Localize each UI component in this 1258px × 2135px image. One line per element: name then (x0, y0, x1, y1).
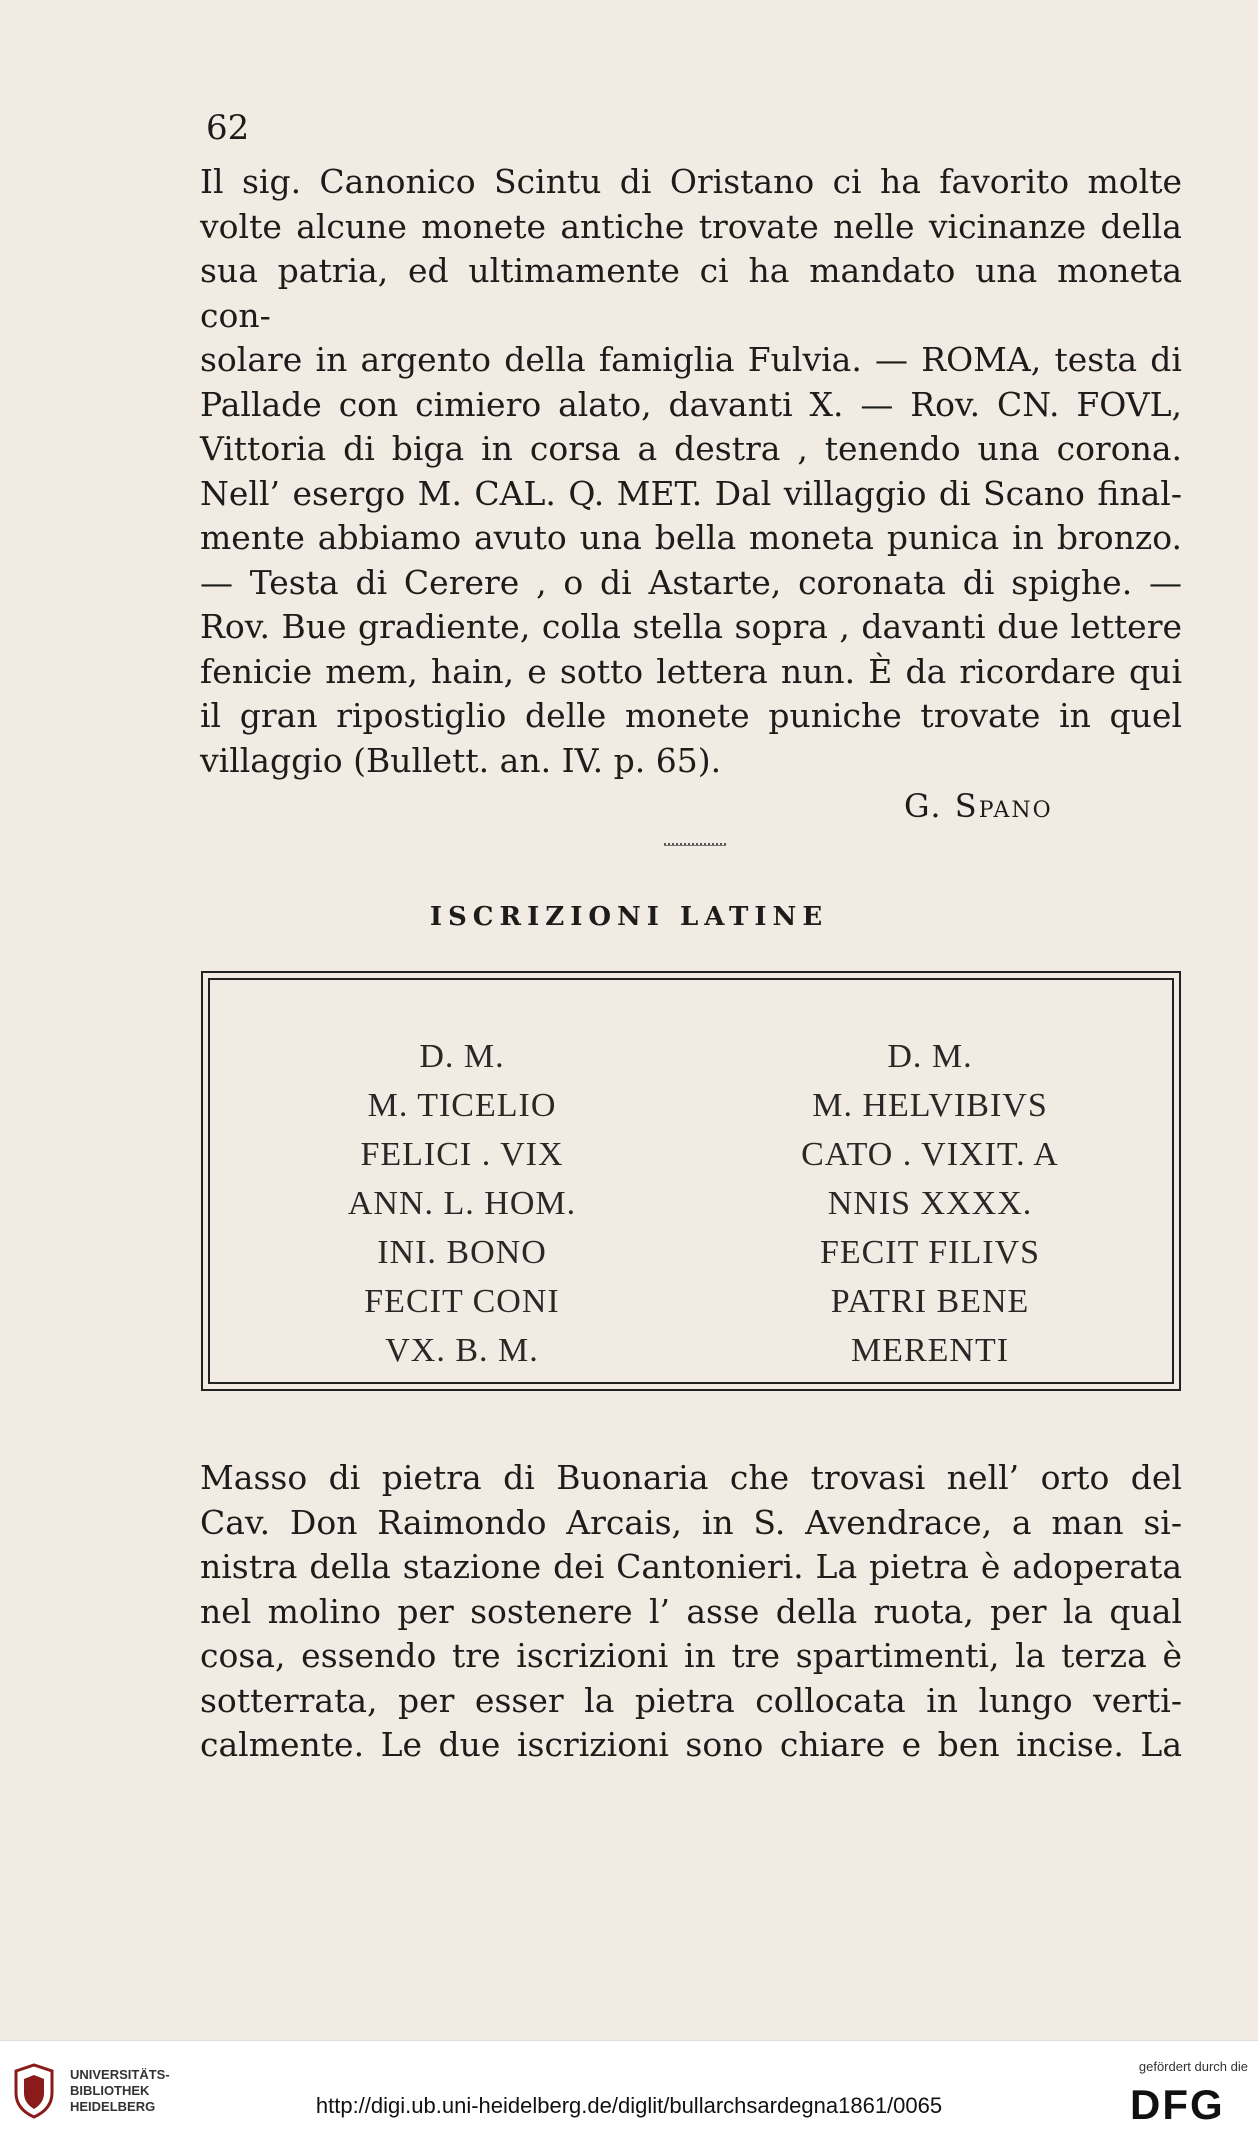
inscription-line: M. TICELIO (367, 1087, 557, 1124)
dfg-logo-icon (1128, 2081, 1246, 2125)
text-line: fenicie mem, hain, e sotto lettera nun. È da ricordare qui (200, 651, 1182, 691)
text-line: Vittoria di biga in corsa a destra , tenendo una corona. (200, 429, 1182, 468)
text-line: solare in argento della famiglia Fulvia. — ROMA, testa di (200, 340, 1182, 379)
text-line: Il sig. Canonico Scintu di Oristano ci ha favorito molte (200, 162, 1182, 201)
author-signature: G. Spano (904, 787, 1053, 825)
inscription-line: D. M. (419, 1038, 505, 1075)
section-divider-ornament (664, 843, 726, 846)
inscription-line: PATRI BENE (830, 1283, 1030, 1320)
inscription-frame (208, 978, 1174, 1384)
inscription-line: MERENTI (850, 1332, 1010, 1369)
inscription-line: VX. B. M. (385, 1332, 539, 1369)
institution-line: BIBLIOTHEK (70, 2083, 150, 2098)
paragraph-stone (200, 1456, 1182, 1768)
inscription-line: CATO . VIXIT. A (801, 1136, 1059, 1173)
text-line: il gran ripostiglio delle monete puniche trovate in quel (200, 696, 1182, 735)
section-heading: ISCRIZIONI LATINE (429, 902, 829, 932)
paragraph-coins (200, 160, 1182, 783)
inscription-line: D. M. (887, 1038, 973, 1075)
text-line: nistra della stazione dei Cantonieri. La pietra è adoperata (200, 1547, 1182, 1586)
text-line: nel molino per sostenere l’ asse della ruota, per la qual (200, 1591, 1182, 1631)
text-line: Pallade con cimiero alato, davanti X. — Rov. CN. FOVL, (200, 384, 1182, 424)
inscription-right (730, 1032, 1130, 1375)
text-line: villaggio (Bullett. an. IV. p. 65). (200, 740, 722, 780)
institution-line: UNIVERSITÄTS- (70, 2067, 170, 2082)
inscription-line: FECIT CONI (364, 1283, 560, 1320)
text-line: cosa, essendo tre iscrizioni in tre spartimenti, la terza è (200, 1636, 1182, 1675)
text-line: Cav. Don Raimondo Arcais, in S. Avendrace, a man si- (200, 1502, 1182, 1542)
text-line: sua patria, ed ultimamente ci ha mandato una moneta con- (200, 251, 1182, 335)
inscription-line: FELICI . VIX (360, 1136, 564, 1173)
permalink-url[interactable]: http://digi.ub.uni-heidelberg.de/diglit/bullarchsardegna1861/0065 (315, 2093, 943, 2118)
viewer-footer (0, 2040, 1258, 2135)
inscription-line: FECIT FILIVS (819, 1234, 1041, 1271)
inscription-line: M. HELVIBIVS (812, 1087, 1048, 1124)
text-line: Nell’ esergo M. CAL. Q. MET. Dal villaggio di Scano final- (200, 473, 1182, 513)
text-line: sotterrata, per esser la pietra collocata in lungo verti- (200, 1680, 1182, 1720)
text-line: Masso di pietra di Buonaria che trovasi nell’ orto del (200, 1458, 1182, 1497)
text-line: volte alcune monete antiche trovate nelle vicinanze della (200, 206, 1182, 246)
inscription-line: NNIS XXXX. (827, 1185, 1033, 1222)
funding-label: gefördert durch die (1138, 2059, 1248, 2074)
dfg-logo-text: DFG (1130, 2081, 1225, 2125)
page-number: 62 (206, 108, 250, 148)
text-line: — Testa di Cerere , o di Astarte, coronata di spighe. — (200, 562, 1182, 602)
inscription-left (272, 1032, 652, 1375)
text-line: mente abbiamo avuto una bella moneta punica in bronzo. (200, 518, 1182, 557)
inscription-line: ANN. L. HOM. (347, 1185, 577, 1222)
institution-line: HEIDELBERG (70, 2099, 156, 2114)
text-line: Rov. Bue gradiente, colla stella sopra , davanti due lettere (200, 607, 1182, 646)
inscription-line: INI. BONO (377, 1234, 547, 1271)
text-line: calmente. Le due iscrizioni sono chiare e ben incise. La (200, 1725, 1182, 1764)
